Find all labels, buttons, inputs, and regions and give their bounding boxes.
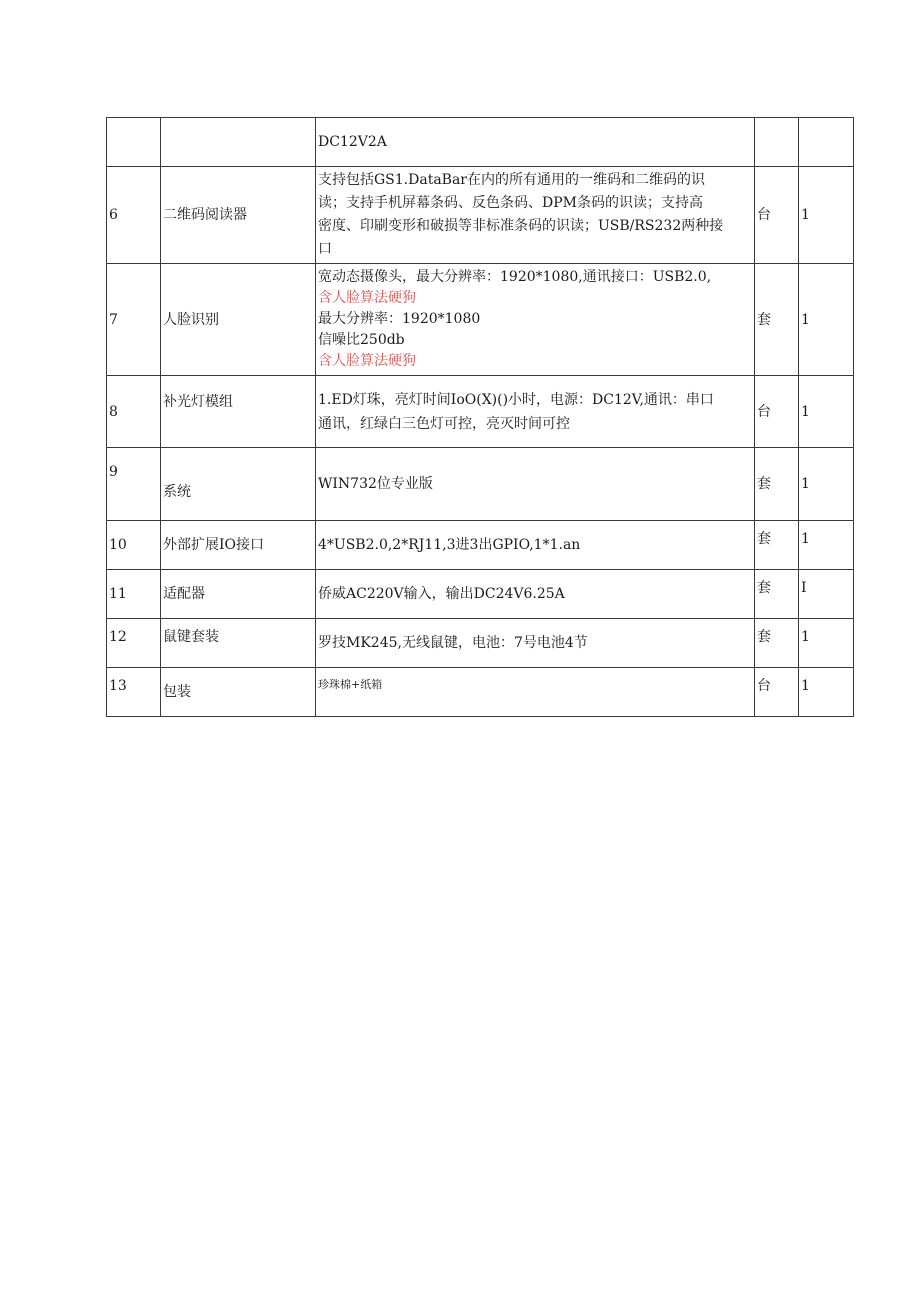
row-unit: 套 — [755, 570, 799, 619]
row-qty: I — [799, 570, 854, 619]
row-name: 包装 — [161, 668, 316, 717]
row-desc: 1.ED灯珠，亮灯时间IoO(X)()小时，电源：DC12V,通讯：串口 通讯，红绿白三色灯可控，亮灭时间可控 — [316, 376, 755, 448]
row-no: 10 — [107, 521, 161, 570]
row-desc: 支持包括GS1.DataBar在内的所有通用的一维码和二维码的识 读；支持手机屏幕条码、反色条码、DPM条码的识读；支持高 密度、印刷变形和破损等非标准条码的识读；USB/RS232两种接 口 — [316, 167, 755, 264]
row-desc: 罗技MK245,无线鼠键，电池：7号电池4节 — [316, 619, 755, 668]
row-desc: 侨威AC220V输入，输出DC24V6.25A — [316, 570, 755, 619]
table-row — [107, 521, 854, 570]
row-desc: DC12V2A — [316, 118, 755, 167]
row-desc: WIN732位专业版 — [316, 448, 755, 521]
row-qty: 1 — [799, 167, 854, 264]
table-row — [107, 264, 854, 376]
row-desc: 4*USB2.0,2*RJ11,3进3出GPIO,1*1.an — [316, 521, 755, 570]
table-row — [107, 167, 854, 264]
row-name: 外部扩展IO接口 — [161, 521, 316, 570]
table-row — [107, 570, 854, 619]
row-name: 适配器 — [161, 570, 316, 619]
row-name: 系统 — [161, 448, 316, 521]
row-desc: 宽动态摄像头，最大分辨率：1920*1080,通讯接口：USB2.0, 含人脸算法硬狗 最大分辨率：1920*1080 信噪比250db 含人脸算法硬狗 — [316, 264, 755, 376]
row-unit: 台 — [755, 668, 799, 717]
row-unit: 套 — [755, 619, 799, 668]
row-qty: 1 — [799, 521, 854, 570]
row-no: 12 — [107, 619, 161, 668]
row-no: 13 — [107, 668, 161, 717]
row-unit — [755, 118, 799, 167]
row-name: 鼠键套装 — [161, 619, 316, 668]
row-no: 7 — [107, 264, 161, 376]
row-name: 二维码阅读器 — [161, 167, 316, 264]
table-row — [107, 118, 854, 167]
table-row — [107, 668, 854, 717]
table-row — [107, 376, 854, 448]
highlight-note: 含人脸算法硬狗 — [318, 353, 416, 369]
row-no: 6 — [107, 167, 161, 264]
row-qty: 1 — [799, 264, 854, 376]
table-row — [107, 619, 854, 668]
row-no: 11 — [107, 570, 161, 619]
row-unit: 套 — [755, 264, 799, 376]
row-desc: 珍珠棉+纸箱 — [316, 668, 755, 717]
row-qty — [799, 118, 854, 167]
row-qty: 1 — [799, 619, 854, 668]
row-no: 8 — [107, 376, 161, 448]
row-unit: 台 — [755, 167, 799, 264]
row-unit: 套 — [755, 521, 799, 570]
row-name — [161, 118, 316, 167]
row-no: 9 — [107, 448, 161, 521]
row-qty: 1 — [799, 668, 854, 717]
row-no — [107, 118, 161, 167]
row-name: 补光灯模组 — [161, 376, 316, 448]
spec-table — [106, 117, 854, 717]
highlight-note: 含人脸算法硬狗 — [318, 290, 416, 306]
row-qty: 1 — [799, 448, 854, 521]
row-unit: 台 — [755, 376, 799, 448]
row-unit: 套 — [755, 448, 799, 521]
table-row — [107, 448, 854, 521]
row-name: 人脸识别 — [161, 264, 316, 376]
row-qty: 1 — [799, 376, 854, 448]
